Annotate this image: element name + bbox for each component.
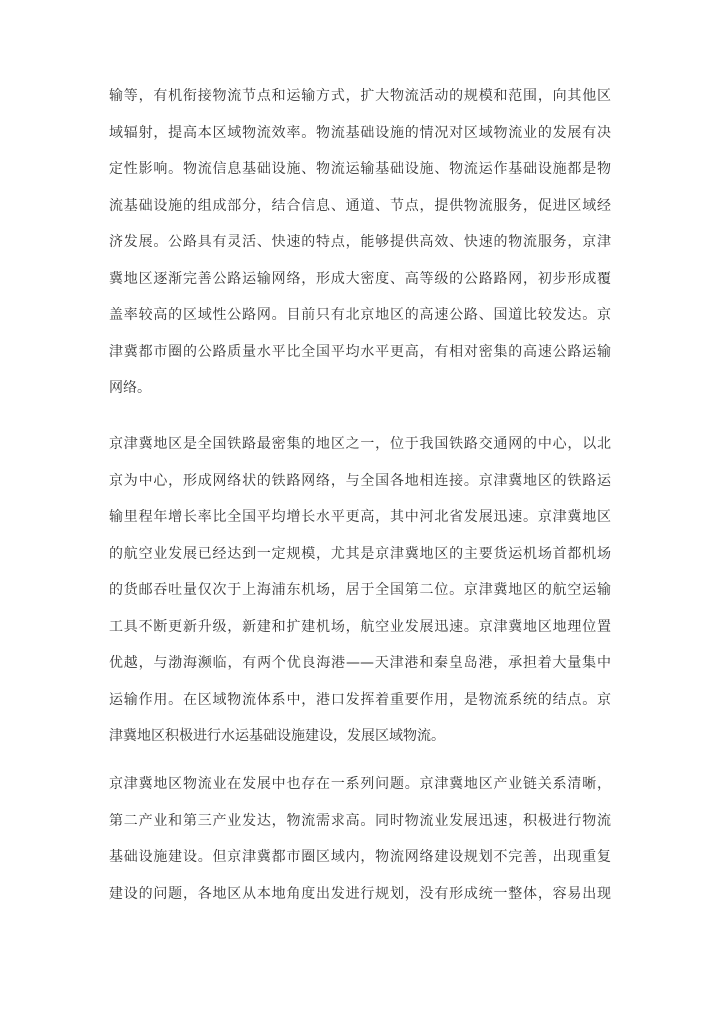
paragraph-line: 京津冀地区物流业在发展中也存在一系列问题。京津冀地区产业链关系清晰， xyxy=(109,776,611,792)
paragraph-line: 津冀都市圈的公路质量水平比全国平均水平更高，有相对密集的高速公路运输 xyxy=(109,343,611,360)
paragraph-line: 京为中心，形成网络状的铁路网络，与全国各地相连接。京津冀地区的铁路运 xyxy=(109,472,611,489)
paragraph-line: 津冀地区积极进行水运基础设施建设，发展区域物流。 xyxy=(109,728,445,744)
paragraph-line: 第二产业和第三产业发达，物流需求高。同时物流业发展迅速，积极进行物流 xyxy=(109,812,611,829)
paragraph-line: 输等，有机衔接物流节点和运输方式，扩大物流活动的规模和范围，向其他区 xyxy=(109,88,611,104)
paragraph-line: 运输作用。在区域物流体系中，港口发挥着重要作用，是物流系统的结点。京 xyxy=(109,691,611,708)
paragraph-line: 工具不断更新升级，新建和扩建机场，航空业发展迅速。京津冀地区地理位置 xyxy=(109,618,611,635)
paragraph-line: 建设的问题，各地区从本地角度出发进行规划，没有形成统一整体，容易出现 xyxy=(109,885,611,902)
paragraph-3 xyxy=(109,766,611,912)
paragraph-line: 流基础设施的组成部分，结合信息、通道、节点，提供物流服务，促进区域经 xyxy=(109,197,611,214)
paragraph-1 xyxy=(109,78,611,407)
paragraph-line: 基础设施建设。但京津冀都市圈区域内，物流网络建设规划不完善，出现重复 xyxy=(109,849,611,865)
paragraph-line: 定性影响。物流信息基础设施、物流运输基础设施、物流运作基础设施都是物 xyxy=(109,161,611,177)
paragraph-line: 冀地区逐渐完善公路运输网络，形成大密度、高等级的公路路网，初步形成覆 xyxy=(109,270,611,287)
paragraph-line: 盖率较高的区域性公路网。目前只有北京地区的高速公路、国道比较发达。京 xyxy=(109,307,611,323)
paragraph-line: 济发展。公路具有灵活、快速的特点，能够提供高效、快速的物流服务，京津 xyxy=(109,234,611,250)
paragraph-line: 京津冀地区是全国铁路最密集的地区之一，位于我国铁路交通网的中心，以北 xyxy=(109,436,611,452)
paragraph-line: 优越，与渤海濒临，有两个优良海港——天津港和秦皇岛港，承担着大量集中 xyxy=(109,655,611,671)
paragraph-2 xyxy=(109,426,611,755)
paragraph-line: 的航空业发展已经达到一定规模，尤其是京津冀地区的主要货运机场首都机场 xyxy=(109,545,611,562)
paragraph-line: 的货邮吞吐量仅次于上海浦东机场，居于全国第二位。京津冀地区的航空运输 xyxy=(109,582,611,598)
paragraph-line: 输里程年增长率比全国平均增长水平更高，其中河北省发展迅速。京津冀地区 xyxy=(109,509,611,525)
paragraph-line: 域辐射，提高本区域物流效率。物流基础设施的情况对区域物流业的发展有决 xyxy=(109,124,611,141)
paragraph-line: 网络。 xyxy=(109,380,151,396)
